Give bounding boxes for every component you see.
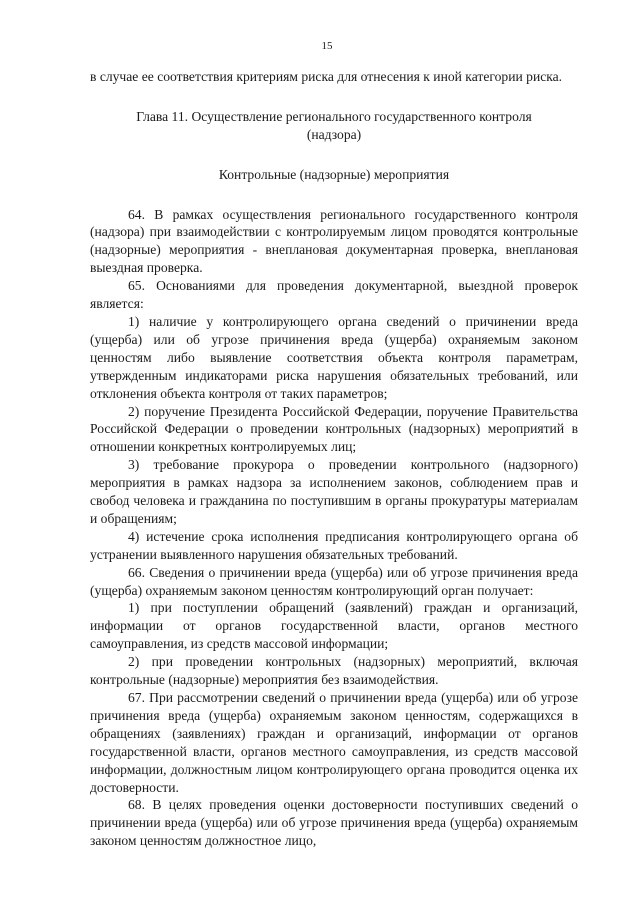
paragraph-68: 68. В целях проведения оценки достоверности поступивших сведений о причинении вреда (ущерба) или об угрозе причинения вреда (ущерба) охраняемым законом ценностям должностное лицо, — [90, 797, 578, 849]
paragraph-65-item-2: 2) поручение Президента Российской Федерации, поручение Правительства Российской Федерации о проведении контрольных (надзорных) мероприятий в отношении конкретных контролируемых лиц; — [90, 403, 578, 455]
paragraph-65-item-4: 4) истечение срока исполнения предписания контролирующего органа об устранении выявленного нарушения обязательных требований. — [90, 528, 578, 562]
chapter-title: Глава 11. Осуществление регионального государственного контроля (надзора) — [136, 108, 532, 142]
section-title: Контрольные (надзорные) мероприятия — [218, 166, 450, 182]
paragraph-continuation: в случае ее соответствия критериям риска для отнесения к иной категории риска. — [90, 68, 563, 84]
document-page — [90, 38, 578, 850]
paragraph-67: 67. При рассмотрении сведений о причинении вреда (ущерба) или об угрозе причинения вреда (ущерба) охраняемым законом ценностям, содержащихся в обращениях (заявлениях) граждан и организаций, информации от органов государственной власти, органов местного самоуправления, из средств массовой информации, должностным лицом контролирующего органа проводится оценка их достоверности. — [90, 690, 578, 795]
paragraph-66-item-2: 2) при проведении контрольных (надзорных) мероприятий, включая контрольные (надзорные) мероприятия без взаимодействия. — [90, 654, 578, 688]
paragraph-66-item-1: 1) при поступлении обращений (заявлений) граждан и организаций, информации от органов государственной власти, органов местного самоуправления, из средств массовой информации; — [90, 600, 578, 652]
paragraph-64: 64. В рамках осуществления регионального государственного контроля (надзора) при взаимодействии с контролируемым лицом проводятся контрольные (надзорные) мероприятия - внеплановая документарная проверка, внеплановая выездная проверка. — [90, 206, 578, 276]
page-number: 15 — [321, 40, 333, 52]
paragraph-65-item-1: 1) наличие у контролирующего органа сведений о причинении вреда (ущерба) или об угрозе причинения вреда (ущерба) охраняемым законом ценностям либо выявление соответствия объекта контроля параметрам, утвержденным индикаторами риска нарушения обязательных требований, или отклонения объекта контроля от таких параметров; — [90, 313, 578, 401]
paragraph-65-item-3: 3) требование прокурора о проведении контрольного (надзорного) мероприятия в рамках надзора за исполнением законов, соблюдением прав и свобод человека и гражданина по поступившим в органы прокуратуры материалам и обращениям; — [90, 457, 578, 526]
paragraph-65: 65. Основаниями для проведения документарной, выездной проверок является: — [90, 278, 578, 312]
paragraph-66: 66. Сведения о причинении вреда (ущерба) или об угрозе причинения вреда (ущерба) охраняемым законом ценностям контролирующий орган получает: — [90, 564, 578, 598]
